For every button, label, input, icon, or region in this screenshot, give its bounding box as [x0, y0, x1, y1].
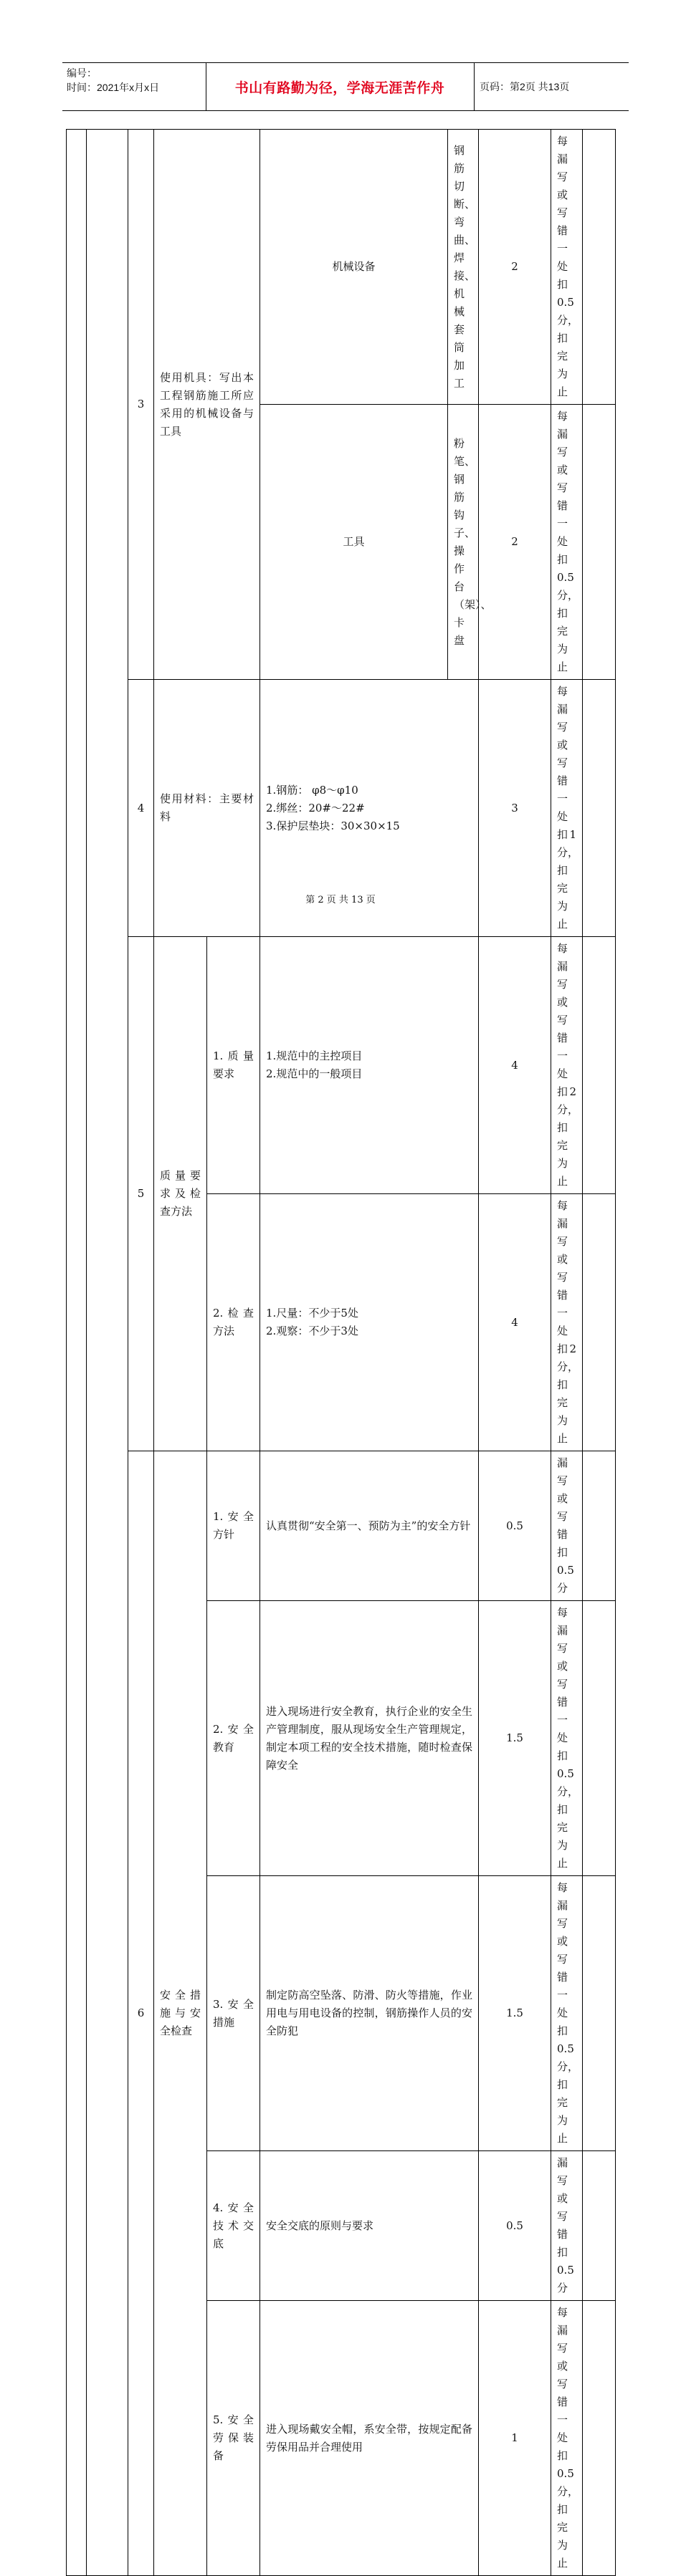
scoring-table [66, 129, 616, 2576]
item-title: 使用材料：主要材料 [154, 680, 260, 937]
header-page-code: 页码：第2页 共13页 [480, 81, 570, 92]
deduction-rule: 每漏写或写错一处扣2分，扣完为止 [551, 937, 583, 1194]
blank-cell [583, 2301, 616, 2576]
item-number: 3 [128, 130, 154, 680]
blank-cell [583, 1451, 616, 1601]
date-label: 时间：2021年x月x日 [67, 82, 160, 93]
sub-category: 3.安全措施 [207, 1876, 260, 2151]
number-label: 编号： [67, 67, 97, 79]
score-cell: 1 [479, 2301, 551, 2576]
blank-cell [87, 130, 128, 2576]
table-row [67, 937, 616, 1194]
content-cell: 安全交底的原则与要求 [260, 2151, 479, 2301]
sub-category: 1.质量要求 [207, 937, 260, 1194]
sub-category: 工具 [260, 405, 448, 680]
blank-cell [583, 130, 616, 405]
score-cell: 4 [479, 1194, 551, 1451]
deduction-rule: 每漏写或写错一处扣1分，扣完为止 [551, 680, 583, 937]
header-meta [67, 66, 159, 95]
table-row [67, 130, 616, 405]
content-cell: 进入现场戴安全帽，系安全带，按规定配备劳保用品并合理使用 [260, 2301, 479, 2576]
score-cell: 2 [479, 405, 551, 680]
content-cell: 认真贯彻“安全第一、预防为主”的安全方针 [260, 1451, 479, 1601]
header-divider [474, 63, 475, 110]
sub-category: 4.安全技术交底 [207, 2151, 260, 2301]
page-footer: 第 2 页 共 13 页 [305, 895, 376, 905]
deduction-rule: 每漏写或写错一处扣0.5分，扣完为止 [551, 1876, 583, 2151]
score-cell: 1.5 [479, 1601, 551, 1876]
blank-cell [583, 405, 616, 680]
page-header [62, 62, 629, 111]
content-line: 2.绑丝：20#～22# [266, 801, 365, 814]
content-cell: 粉笔、钢筋钩子、操作台（架）、卡盘 [448, 405, 479, 680]
item-number: 4 [128, 680, 154, 937]
score-cell: 3 [479, 680, 551, 937]
content-line: 3.保护层垫块：30×30×15 [266, 819, 400, 832]
item-number: 6 [128, 1451, 154, 2576]
item-title: 使用机具：写出本工程钢筋施工所应采用的机械设备与工具 [154, 130, 260, 680]
score-cell: 0.5 [479, 1451, 551, 1601]
blank-cell [583, 937, 616, 1194]
header-motto: 书山有路勤为径，学海无涯苦作舟 [234, 80, 445, 96]
content-line: 2.规范中的一般项目 [266, 1067, 363, 1080]
deduction-rule: 每漏写或写错一处扣0.5分，扣完为止 [551, 130, 583, 405]
content-line: 1.尺量：不少于5处 [266, 1307, 358, 1320]
blank-cell [67, 130, 87, 2576]
score-cell: 1.5 [479, 1876, 551, 2151]
item-title: 安全措施与安全检查 [154, 1451, 207, 2576]
item-title: 质量要求及检查方法 [154, 937, 207, 1451]
content-line: 2.观察：不少于3处 [266, 1325, 358, 1337]
deduction-rule: 每漏写或写错一处扣0.5分，扣完为止 [551, 1601, 583, 1876]
sub-category: 2.安全教育 [207, 1601, 260, 1876]
deduction-rule: 每漏写或写错一处扣2分，扣完为止 [551, 1194, 583, 1451]
content-cell: 进入现场进行安全教育，执行企业的安全生产管理制度，服从现场安全生产管理规定，制定本项工程的安全技术措施，随时检查保障安全 [260, 1601, 479, 1876]
content-cell: 制定防高空坠落、防滑、防火等措施，作业用电与用电设备的控制，钢筋操作人员的安全防犯 [260, 1876, 479, 2151]
sub-category: 1.安全方针 [207, 1451, 260, 1601]
content-cell [260, 937, 479, 1194]
deduction-rule: 漏写或写错扣0.5分 [551, 1451, 583, 1601]
content-line: 1.规范中的主控项目 [266, 1049, 363, 1062]
sub-category: 机械设备 [260, 130, 448, 405]
blank-cell [583, 1876, 616, 2151]
content-line: 1.钢筋： φ8～φ10 [266, 783, 358, 797]
deduction-rule: 每漏写或写错一处扣0.5分，扣完为止 [551, 2301, 583, 2576]
sub-category: 2.检查方法 [207, 1194, 260, 1451]
blank-cell [583, 1601, 616, 1876]
deduction-rule: 漏写或写错扣0.5分 [551, 2151, 583, 2301]
content-cell [260, 1194, 479, 1451]
blank-cell [583, 1194, 616, 1451]
content-cell: 钢筋切断、弯曲、焊接、机械套筒加工 [448, 130, 479, 405]
deduction-rule: 每漏写或写错一处扣0.5分，扣完为止 [551, 405, 583, 680]
item-number: 5 [128, 937, 154, 1451]
score-cell: 0.5 [479, 2151, 551, 2301]
score-cell: 2 [479, 130, 551, 405]
sub-category: 5.安全劳保装备 [207, 2301, 260, 2576]
table-row [67, 1451, 616, 1601]
score-cell: 4 [479, 937, 551, 1194]
blank-cell [583, 2151, 616, 2301]
